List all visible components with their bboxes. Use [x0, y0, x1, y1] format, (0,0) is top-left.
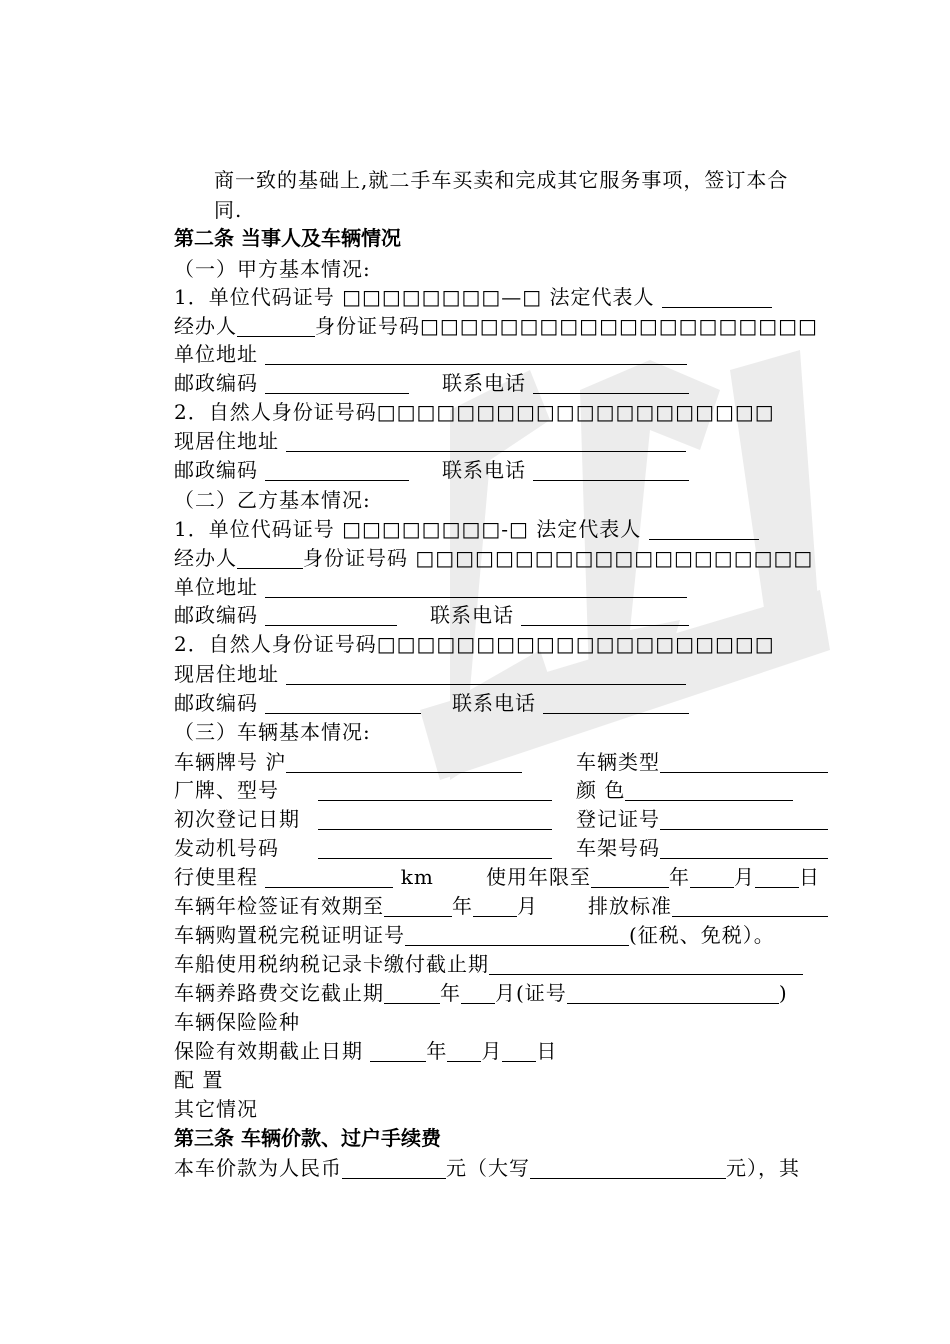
- vehicle-uselimit-label: 使用年限至: [486, 865, 591, 889]
- price-tail: 元），其: [726, 1156, 800, 1180]
- vehicle-tax-note: (征税、免税）。: [629, 923, 775, 947]
- party-b-address-line: [174, 574, 687, 600]
- party-b-home-line: [174, 661, 686, 687]
- party-a-phone2-label: 联系电话: [442, 458, 534, 482]
- vehicle-inspect-month-field[interactable]: [473, 896, 517, 917]
- vehicle-brand-field-wrap: [318, 777, 552, 803]
- party-a-postal2-label: 邮政编码: [174, 458, 266, 482]
- vehicle-inspect-month-label: 月: [517, 894, 538, 918]
- vehicle-brand-field[interactable]: [318, 780, 552, 801]
- vehicle-purchase-tax-line: [174, 922, 775, 948]
- price-label: 本车价款为人民币: [174, 1156, 342, 1180]
- vehicle-road-fee-close: ): [778, 981, 788, 1005]
- party-b-code-line: [174, 516, 759, 542]
- price-capital-field[interactable]: [530, 1158, 726, 1179]
- vehicle-road-fee-line: [174, 980, 788, 1006]
- party-b-home-label: 现居住地址: [174, 662, 287, 686]
- party-a-address-line: [174, 341, 687, 367]
- vehicle-color-field[interactable]: [625, 780, 793, 801]
- party-a-phone2-field[interactable]: [533, 460, 689, 481]
- party-a-postal-label: 邮政编码: [174, 371, 266, 395]
- vehicle-type-field[interactable]: [660, 752, 828, 773]
- vehicle-uselimit-year-label: 年: [669, 865, 690, 889]
- vehicle-color-line: [576, 777, 793, 803]
- party-a-agent-line: [174, 313, 818, 339]
- vehicle-mileage-line: [174, 864, 434, 890]
- party-b-agent-line: [174, 545, 813, 571]
- vehicle-purchase-tax-label: 车辆购置税完税证明证号: [174, 923, 405, 947]
- party-b-phone2-label: 联系电话: [452, 691, 544, 715]
- party-a-header: （一）甲方基本情况:: [174, 257, 371, 281]
- vehicle-ins-year-label: 年: [426, 1039, 448, 1063]
- vehicle-road-fee-month-field[interactable]: [461, 983, 495, 1004]
- vehicle-ins-date-label: 保险有效期截止日期: [174, 1039, 371, 1063]
- vehicle-vessel-tax-line: [174, 951, 803, 977]
- party-a-home-line: [174, 428, 686, 454]
- vehicle-emission-label: 排放标准: [588, 894, 672, 918]
- vehicle-purchase-tax-field[interactable]: [405, 925, 629, 946]
- party-b-natural-id-line: 2．自然人身份证号码□□□□□□□□□□□□□□□□□□□□: [174, 632, 775, 656]
- vehicle-mileage-label: 行使里程: [174, 865, 258, 889]
- intro-line-1: 商一致的基础上,就二手车买卖和完成其它服务事项，签订本合: [214, 168, 789, 192]
- vehicle-color-label: 颜 色: [576, 778, 626, 802]
- article-3-title: 第三条 车辆价款、过户手续费: [174, 1126, 441, 1150]
- party-a-legal-rep-field[interactable]: [662, 287, 772, 308]
- party-a-home-label: 现居住地址: [174, 429, 287, 453]
- party-b-agent-field[interactable]: [237, 548, 303, 569]
- vehicle-inspect-line: [174, 893, 538, 919]
- vehicle-uselimit-month-label: 月: [734, 865, 755, 889]
- vehicle-road-fee-label: 车辆养路费交讫截止期: [174, 981, 384, 1005]
- vehicle-frame-label: 车架号码: [576, 836, 660, 860]
- vehicle-road-fee-cert-label: (证号: [516, 981, 567, 1005]
- party-b-agent-label: 经办人: [174, 546, 237, 570]
- party-b-postal2-field[interactable]: [265, 693, 421, 714]
- vehicle-brand-label: 厂牌、型号: [174, 778, 279, 802]
- vehicle-ins-day-label: 日: [536, 1039, 558, 1063]
- vehicle-regno-field[interactable]: [660, 809, 828, 830]
- vehicle-type-label: 车辆类型: [576, 750, 660, 774]
- intro-line-2: 同.: [214, 198, 243, 222]
- vehicle-emission-field[interactable]: [672, 896, 828, 917]
- vehicle-inspect-year-field[interactable]: [384, 896, 452, 917]
- vehicle-plate-line: [174, 749, 522, 775]
- party-a-code-line: [174, 284, 772, 310]
- party-a-postal2-field[interactable]: [265, 460, 409, 481]
- party-b-phone2-field[interactable]: [543, 693, 689, 714]
- vehicle-config-label: 配 置: [174, 1068, 224, 1092]
- price-capital-label: 元（大写: [446, 1156, 530, 1180]
- party-b-address-field[interactable]: [265, 577, 687, 598]
- party-b-legal-rep-field[interactable]: [649, 519, 759, 540]
- party-b-postal-label: 邮政编码: [174, 603, 266, 627]
- vehicle-regno-line: [576, 806, 828, 832]
- party-a-agent-label: 经办人: [174, 314, 237, 338]
- vehicle-plate-field[interactable]: [286, 752, 522, 773]
- vehicle-uselimit-year-field[interactable]: [591, 867, 669, 888]
- vehicle-ins-month-label: 月: [481, 1039, 503, 1063]
- party-a-postal2-line: [174, 457, 409, 483]
- vehicle-frame-field[interactable]: [660, 838, 828, 859]
- vehicle-road-fee-year-label: 年: [440, 981, 461, 1005]
- vehicle-road-fee-cert-field[interactable]: [567, 983, 779, 1004]
- party-b-header: （二）乙方基本情况:: [174, 488, 371, 512]
- price-line: [174, 1155, 800, 1181]
- party-a-agent-field[interactable]: [237, 316, 315, 337]
- vehicle-uselimit-day-label: 日: [799, 865, 820, 889]
- vehicle-ins-day-field[interactable]: [502, 1041, 536, 1062]
- vehicle-firstreg-label: 初次登记日期: [174, 807, 300, 831]
- vehicle-firstreg-field[interactable]: [318, 809, 552, 830]
- party-a-phone2-line: [442, 457, 689, 483]
- vehicle-inspect-year-label: 年: [452, 894, 473, 918]
- party-b-phone-label: 联系电话: [430, 603, 522, 627]
- party-b-phone2-line: [452, 690, 689, 716]
- vehicle-vessel-tax-label: 车船使用税纳税记录卡缴付截止期: [174, 952, 489, 976]
- vehicle-vessel-tax-field[interactable]: [489, 954, 803, 975]
- vehicle-insurance-label: 车辆保险险种: [174, 1010, 300, 1034]
- party-b-code-label: 1．单位代码证号 □□□□□□□□-□ 法定代表人: [174, 517, 649, 541]
- vehicle-inspect-label: 车辆年检签证有效期至: [174, 894, 384, 918]
- party-b-postal2-label: 邮政编码: [174, 691, 266, 715]
- party-a-address-field[interactable]: [265, 344, 687, 365]
- party-b-home-field[interactable]: [286, 664, 686, 685]
- party-b-phone-line: [430, 602, 689, 628]
- party-b-postal-line: [174, 602, 397, 628]
- party-a-postal-line: [174, 370, 409, 396]
- vehicle-ins-month-field[interactable]: [447, 1041, 481, 1062]
- party-a-phone-label: 联系电话: [442, 371, 534, 395]
- party-b-postal2-line: [174, 690, 421, 716]
- vehicle-type-line: [576, 749, 828, 775]
- party-a-phone-field[interactable]: [533, 373, 689, 394]
- vehicle-regno-label: 登记证号: [576, 807, 660, 831]
- party-a-code-label: 1．单位代码证号 □□□□□□□□—□ 法定代表人: [174, 285, 662, 309]
- vehicle-firstreg-field-wrap: [318, 806, 552, 832]
- vehicle-ins-date-line: [174, 1038, 557, 1064]
- vehicle-uselimit-day-field[interactable]: [755, 867, 799, 888]
- vehicle-uselimit-line: [486, 864, 820, 890]
- vehicle-mileage-field[interactable]: [265, 867, 393, 888]
- vehicle-engine-label: 发动机号码: [174, 836, 279, 860]
- vehicle-emission-line: [588, 893, 828, 919]
- vehicle-plate-label: 车辆牌号 沪: [174, 750, 287, 774]
- vehicle-engine-field[interactable]: [318, 838, 552, 859]
- party-a-address-label: 单位地址: [174, 342, 266, 366]
- party-a-postal-field[interactable]: [265, 373, 409, 394]
- vehicle-road-fee-month-label: 月: [495, 981, 516, 1005]
- vehicle-frame-line: [576, 835, 828, 861]
- vehicle-uselimit-month-field[interactable]: [690, 867, 734, 888]
- vehicle-other-label: 其它情况: [174, 1097, 258, 1121]
- vehicle-header: （三）车辆基本情况:: [174, 720, 371, 744]
- party-b-postal-field[interactable]: [265, 605, 397, 626]
- party-a-natural-id-line: 2．自然人身份证号码□□□□□□□□□□□□□□□□□□□□: [174, 400, 775, 424]
- party-a-id-label: 身份证号码□□□□□□□□□□□□□□□□□□□□: [315, 314, 818, 338]
- article-2-title: 第二条 当事人及车辆情况: [174, 226, 401, 250]
- party-b-id-label: 身份证号码 □□□□□□□□□□□□□□□□□□□□: [303, 546, 814, 570]
- price-amount-field[interactable]: [342, 1158, 446, 1179]
- vehicle-ins-year-field[interactable]: [370, 1041, 426, 1062]
- party-a-home-field[interactable]: [286, 431, 686, 452]
- vehicle-road-fee-year-field[interactable]: [384, 983, 440, 1004]
- vehicle-engine-field-wrap: [318, 835, 552, 861]
- party-b-address-label: 单位地址: [174, 575, 266, 599]
- party-b-phone-field[interactable]: [521, 605, 689, 626]
- vehicle-km-unit: km: [393, 865, 434, 889]
- party-a-phone-line: [442, 370, 689, 396]
